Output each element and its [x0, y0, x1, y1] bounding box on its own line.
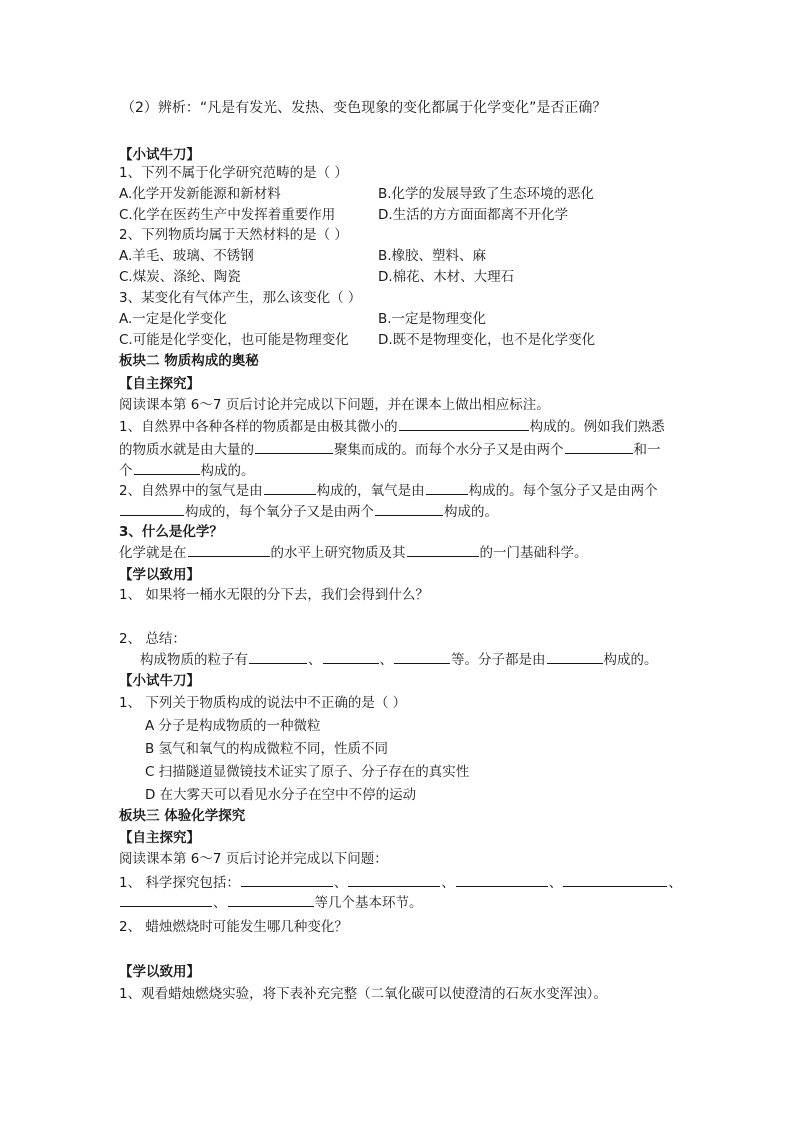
section-2-apply-question-2: 2、 总结： — [119, 631, 186, 647]
section-3-question-1-line-2 — [119, 894, 423, 911]
text-segment: 1、自然界中各种各样的物质都是由极其微小的 — [119, 419, 398, 435]
text-segment: 构成的。 — [200, 463, 255, 479]
answer-blank[interactable] — [323, 651, 379, 664]
answer-blank[interactable] — [375, 503, 443, 516]
section-3-apply-heading: 【学以致用】 — [119, 964, 200, 980]
section-2-item-1-line-1 — [119, 418, 665, 435]
section-2-summary — [140, 651, 658, 668]
answer-blank[interactable] — [188, 544, 270, 557]
answer-blank[interactable] — [120, 503, 184, 516]
text-segment: 1、 科学探究包括： — [119, 875, 240, 891]
text-segment: 的水平上研究物质及其 — [270, 545, 406, 561]
text-segment: 构成的，氧气是由 — [316, 483, 425, 499]
section-2-title: 板块二 物质构成的奥秘 — [119, 353, 259, 369]
answer-blank[interactable] — [426, 482, 468, 495]
text-segment: 、 — [441, 875, 455, 891]
text-segment: 构成的。 — [444, 504, 498, 520]
text-segment: 构成的。例如我们熟悉 — [529, 419, 665, 435]
answer-blank[interactable] — [228, 894, 314, 907]
section-2-try-heading: 【小试牛刀】 — [119, 673, 200, 689]
text-segment: 、 — [379, 652, 393, 668]
section-2-try-option-b: B 氢气和氧气的构成微粒不同，性质不同 — [145, 741, 389, 757]
section-2-item-2-line-2 — [119, 503, 498, 520]
section-2-apply-heading: 【学以致用】 — [119, 567, 200, 583]
section-2-item-3-answer — [119, 544, 588, 561]
answer-blank[interactable] — [563, 874, 667, 887]
section-2-item-2-line-1 — [119, 482, 658, 499]
section-2-item-1-line-2 — [119, 441, 661, 458]
text-segment: 构成的，每个氧分子又是由两个 — [185, 504, 374, 520]
answer-blank[interactable] — [407, 544, 479, 557]
text-segment: 构成物质的粒子有 — [140, 652, 248, 668]
try1-question-1: 1、下列不属于化学研究范畴的是（ ） — [119, 165, 348, 181]
text-segment: 个 — [119, 463, 133, 479]
answer-blank[interactable] — [456, 874, 548, 887]
try1-question-3: 3、某变化有气体产生，那么该变化（ ） — [119, 290, 362, 306]
section-2-try-option-a: A 分子是构成物质的一种微粒 — [145, 718, 321, 734]
text-segment: 聚集而成的。而每个水分子又是由两个 — [334, 442, 564, 458]
section-3-explore-heading: 【自主探究】 — [119, 830, 200, 846]
section-2-item-3: 3、什么是化学？ — [119, 524, 223, 540]
section-2-explore-heading: 【自主探究】 — [119, 376, 200, 392]
answer-blank[interactable] — [264, 482, 316, 495]
try1-q1-option-c: C.化学在医药生产中发挥着重要作用 — [119, 207, 336, 223]
section-3-title: 板块三 体验化学探究 — [119, 808, 246, 824]
try1-question-2: 2、下列物质均属于天然材料的是（ ） — [119, 227, 348, 243]
section-2-try-question-1: 1、 下列关于物质构成的说法中不正确的是（ ） — [119, 695, 407, 711]
section-3-apply-question-1: 1、观看蜡烛燃烧实验，将下表补充完整（二氧化碳可以使澄清的石灰水变浑浊）。 — [119, 986, 607, 1002]
heading-try-1: 【小试牛刀】 — [119, 147, 200, 163]
try1-q2-option-d: D.棉花、木材、大理石 — [378, 269, 515, 285]
text-segment: 2、自然界中的氢气是由 — [119, 483, 263, 499]
answer-blank[interactable] — [241, 874, 333, 887]
try1-q3-option-d: D.既不是物理变化，也不是化学变化 — [378, 332, 596, 348]
answer-blank[interactable] — [255, 441, 333, 454]
text-segment: 、 — [548, 875, 563, 891]
answer-blank[interactable] — [565, 441, 633, 454]
text-segment: 化学就是在 — [119, 545, 187, 561]
section-2-try-option-d: D 在大雾天可以看见水分子在空中不停的运动 — [145, 787, 417, 803]
try1-q2-option-b: B.橡胶、塑料、麻 — [378, 248, 487, 264]
section-2-apply-question-1: 1、 如果将一桶水无限的分下去，我们会得到什么？ — [119, 587, 429, 603]
try1-q2-option-a: A.羊毛、玻璃、不锈钢 — [119, 248, 254, 264]
section-2-try-option-c: C 扫描隧道显微镜技术证实了原子、分子存在的真实性 — [145, 764, 470, 780]
text-segment: 的一门基础科学。 — [479, 545, 588, 561]
try1-q3-option-c: C.可能是化学变化，也可能是物理变化 — [119, 332, 349, 348]
text-segment: 等几个基本环节。 — [314, 895, 423, 911]
text-segment: 的物质水就是由大量的 — [119, 442, 254, 458]
answer-blank[interactable] — [399, 418, 529, 431]
try1-q1-option-d: D.生活的方方面面都离不开化学 — [378, 207, 569, 223]
try1-q2-option-c: C.煤炭、涤纶、陶瓷 — [119, 269, 241, 285]
section-2-intro: 阅读课本第 6～7 页后讨论并完成以下问题，并在课本上做出相应标注。 — [119, 397, 550, 413]
analysis-question: （2）辨析：“凡是有发光、发热、变色现象的变化都属于化学变化”是否正确？ — [121, 100, 607, 116]
section-3-intro: 阅读课本第 6～7 页后讨论并完成以下问题： — [119, 851, 388, 867]
text-segment: 、 — [213, 895, 227, 911]
section-3-question-1-line-1 — [119, 874, 682, 891]
try1-q3-option-a: A.一定是化学变化 — [119, 311, 227, 327]
answer-blank[interactable] — [394, 651, 450, 664]
answer-blank[interactable] — [348, 874, 440, 887]
answer-blank[interactable] — [120, 894, 212, 907]
section-2-item-1-line-3 — [119, 462, 255, 479]
text-segment: 、 — [668, 875, 682, 891]
try1-q3-option-b: B.一定是物理变化 — [378, 311, 487, 327]
text-segment: 构成的。 — [603, 652, 658, 668]
try1-q1-option-b: B.化学的发展导致了生态环境的恶化 — [378, 186, 595, 202]
answer-blank[interactable] — [134, 462, 200, 475]
text-segment: 、 — [308, 652, 322, 668]
answer-blank[interactable] — [547, 651, 603, 664]
text-segment: 构成的。每个氢分子又是由两个 — [468, 483, 658, 499]
try1-q1-option-a: A.化学开发新能源和新材料 — [119, 186, 281, 202]
text-segment: 和一 — [633, 442, 661, 458]
text-segment: 等。分子都是由 — [451, 652, 546, 668]
text-segment: 、 — [333, 875, 348, 891]
answer-blank[interactable] — [249, 651, 307, 664]
section-3-question-2: 2、 蜡烛燃烧时可能发生哪几种变化？ — [119, 919, 348, 935]
